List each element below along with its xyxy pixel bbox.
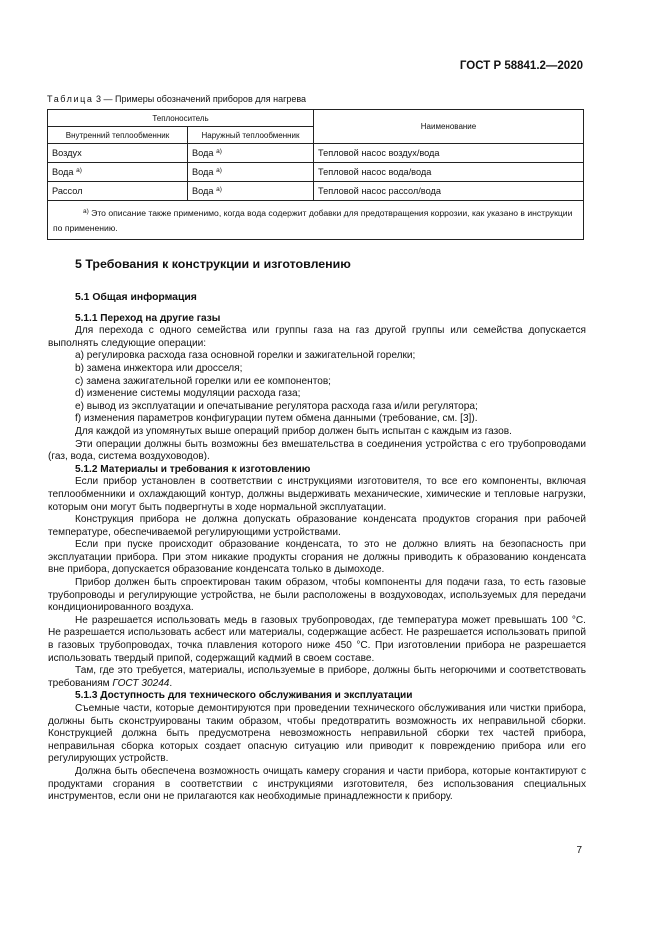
cell-outer: Вода $^{a)}$ (188, 163, 314, 182)
list-item: f) изменения параметров конфигурации путем обмена данными (требование, см. [3]). (75, 413, 478, 425)
paragraph: Если при пуске происходит образование конденсата, то это не должно влиять на безопасность при эксплуатации прибора. При этом никакие продукты сгорания не должны приводить к образованию конденсата вне прибора, допускается образование конденсата только в дымоходе. (48, 539, 586, 576)
table-row (48, 163, 584, 182)
paragraph: Эти операции должны быть возможны без вмешательства в соединения устройства с его трубопроводами (газ, вода, система воздуховодов). (48, 438, 586, 463)
paragraph: Съемные части, которые демонтируются при проведении технического обслуживания или чистки прибора, должны быть сконструированы таким образом, чтобы предотвратить возможность их неправильной сборки. Конструкцией должна быть предусмотрена невозможность неправильной сборки тех частей прибора, неправильная сборка которых создает опасную ситуацию или приводит к повреждению прибора или его регулирующих устройств. (48, 703, 586, 765)
cell-outer: Вода $^{a)}$ (188, 144, 314, 163)
header-coolant: Теплоноситель (48, 110, 314, 127)
section-5-1-title: 5.1 Общая информация (75, 292, 197, 303)
cell-name: Тепловой насос рассол/вода (314, 182, 584, 201)
table-caption-text: 3 — Примеры обозначений приборов для нагрева (93, 94, 307, 104)
list-item: b) замена инжектора или дросселя; (75, 362, 243, 374)
section-5-1-3-title: 5.1.3 Доступность для технического обслуживания и эксплуатации (75, 690, 413, 702)
paragraph: Там, где это требуется, материалы, используемые в приборе, должны быть негорючими и соответствовать требованиям ГОСТ 30244. (48, 665, 586, 689)
cell-name: Тепловой насос воздух/вода (314, 144, 584, 163)
cell-inner: Воздух (48, 144, 188, 163)
header-name: Наименование (314, 110, 584, 144)
table-caption (47, 94, 306, 104)
cell-inner: Вода $^{a)}$ (48, 163, 188, 182)
paragraph: Конструкция прибора не должна допускать образование конденсата продуктов сгорания при рабочей температуре, обеспечиваемой регулирующими устройствами. (48, 514, 586, 538)
list-item: c) замена зажигательной горелки или ее компонентов; (75, 375, 331, 387)
list-item: d) изменение системы модуляции расхода газа; (75, 388, 301, 400)
paragraph: Прибор должен быть спроектирован таким образом, чтобы компоненты для подачи газа, то есть газовые трубопроводы и регулирующие устройства, не были расположены в воздуховодах, используемых для передачи кондиционированного воздуха. (48, 577, 586, 614)
cell-name: Тепловой насос вода/вода (314, 163, 584, 182)
page-number: 7 (576, 845, 582, 856)
paragraph: Должна быть обеспечена возможность очищать камеру сгорания и части прибора, которые контактируют с продуктами сгорания в соответствии с инструкциями изготовителя, без использования специальных инструментов, если они не прилагаются как необходимые принадлежности к прибору. (48, 765, 586, 803)
standard-reference: ГОСТ 30244 (112, 677, 170, 689)
header-outer-exchanger: Наружный теплообменник (188, 127, 314, 144)
paragraph: Не разрешается использовать медь в газовых трубопроводах, где температура может превышать 100 °С. Не разрешается использовать асбест или материалы, содержащие асбест. Не разрешается использовать припой в газовых трубопроводах, точка плавления которого ниже 450 °С. При изготовлении прибора не разрешается использовать твердый припой, содержащий кадмий в своем составе. (48, 614, 586, 664)
paragraph: Если прибор установлен в соответствии с инструкциями изготовителя, то все его компоненты, включая теплообменники и охлаждающий контур, должны выдерживать механические, химические и тепловые нагрузки, которым они могут быть подвергнуты в ходе нормальной эксплуатации. (48, 476, 586, 513)
table-row (48, 182, 584, 201)
list-item: e) вывод из эксплуатации и опечатывание регулятора расхода газа и/или регулятора; (75, 400, 478, 412)
section-5-title: 5 Требования к конструкции и изготовлению (75, 257, 351, 271)
section-5-1-1-title: 5.1.1 Переход на другие газы (75, 312, 221, 324)
header-inner-exchanger: Внутренний теплообменник (48, 127, 188, 144)
paragraph: Для каждой из упомянутых выше операций прибор должен быть испытан с каждым из газов. (75, 425, 512, 437)
table-caption-prefix: Таблица (47, 94, 94, 104)
main-text (48, 256, 586, 804)
table-3 (47, 109, 584, 240)
document-code: ГОСТ Р 58841.2—2020 (459, 60, 583, 72)
cell-inner: Рассол (48, 182, 188, 201)
table-footnote: $^{a)}$ Это описание также применимо, когда вода содержит добавки для предотвращения коррозии, как указано в инструкции по применению. (48, 201, 584, 240)
table-row (48, 144, 584, 163)
list-item: a) регулировка расхода газа основной горелки и зажигательной горелки; (75, 350, 416, 362)
paragraph: Для перехода с одного семейства или группы газа на газ другой группы или семейства допускается выполнять следующие операции: (48, 325, 586, 349)
cell-outer: Вода $^{a)}$ (188, 182, 314, 201)
section-5-1-2-title: 5.1.2 Материалы и требования к изготовлению (75, 463, 311, 475)
